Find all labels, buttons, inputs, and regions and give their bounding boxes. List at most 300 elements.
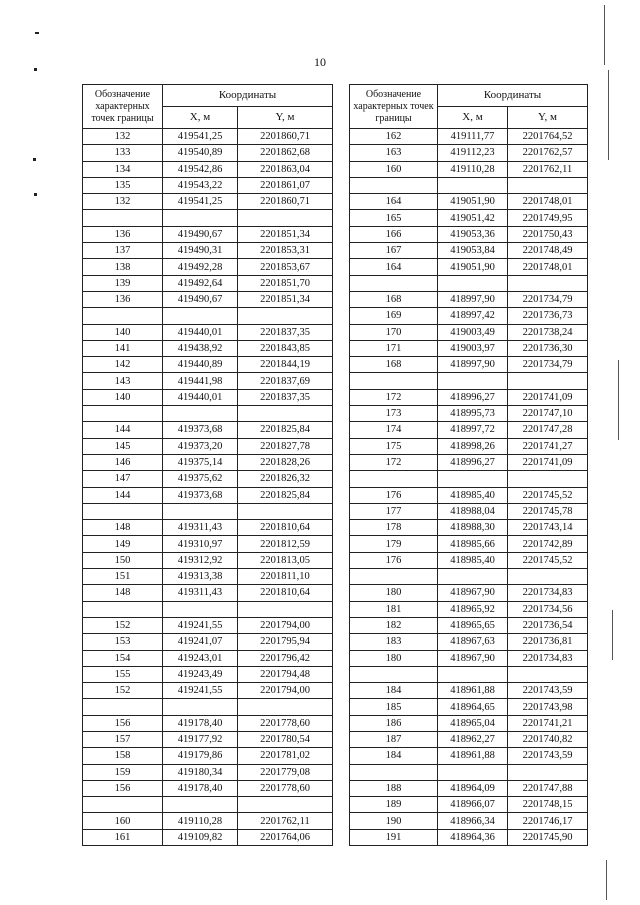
table-row — [350, 389, 588, 405]
point-id-cell: 190 — [350, 813, 438, 829]
x-cell — [438, 373, 508, 389]
point-id-cell — [350, 666, 438, 682]
point-id-cell: 171 — [350, 340, 438, 356]
point-id-cell: 187 — [350, 731, 438, 747]
table-row — [350, 813, 588, 829]
point-id-cell: 152 — [83, 617, 163, 633]
table-row — [350, 748, 588, 764]
point-id-cell: 144 — [83, 487, 163, 503]
table-row — [350, 145, 588, 161]
scan-speck — [34, 193, 37, 196]
x-cell: 419241,07 — [163, 634, 238, 650]
y-cell: 2201862,68 — [238, 145, 333, 161]
scan-speck — [35, 32, 39, 34]
x-cell: 419243,01 — [163, 650, 238, 666]
x-cell: 418965,04 — [438, 715, 508, 731]
y-cell: 2201811,10 — [238, 569, 333, 585]
y-cell: 2201860,71 — [238, 129, 333, 145]
y-cell: 2201736,73 — [508, 308, 588, 324]
point-id-cell: 182 — [350, 617, 438, 633]
y-cell — [508, 275, 588, 291]
y-cell: 2201851,34 — [238, 226, 333, 242]
y-cell: 2201863,04 — [238, 161, 333, 177]
y-cell: 2201779,08 — [238, 764, 333, 780]
table-row — [350, 797, 588, 813]
y-cell — [238, 601, 333, 617]
y-cell: 2201825,84 — [238, 422, 333, 438]
x-cell: 419490,31 — [163, 243, 238, 259]
x-cell: 418961,88 — [438, 748, 508, 764]
y-cell: 2201861,07 — [238, 177, 333, 193]
point-id-cell: 160 — [350, 161, 438, 177]
y-cell: 2201827,78 — [238, 438, 333, 454]
x-cell: 418985,40 — [438, 487, 508, 503]
x-cell: 419441,98 — [163, 373, 238, 389]
table-row — [350, 259, 588, 275]
x-cell: 418997,72 — [438, 422, 508, 438]
x-cell: 419311,43 — [163, 520, 238, 536]
x-cell: 418985,66 — [438, 536, 508, 552]
point-id-cell — [83, 797, 163, 813]
x-cell: 419375,14 — [163, 454, 238, 470]
x-cell: 419375,62 — [163, 471, 238, 487]
table-row — [350, 650, 588, 666]
table-row — [350, 454, 588, 470]
point-id-cell: 159 — [83, 764, 163, 780]
y-cell: 2201794,48 — [238, 666, 333, 682]
x-cell: 418967,90 — [438, 650, 508, 666]
y-cell: 2201749,95 — [508, 210, 588, 226]
y-cell: 2201851,70 — [238, 275, 333, 291]
point-id-cell: 164 — [350, 194, 438, 210]
point-id-cell: 156 — [83, 780, 163, 796]
x-cell: 419051,90 — [438, 259, 508, 275]
x-cell: 419051,42 — [438, 210, 508, 226]
table-row — [83, 699, 333, 715]
y-cell: 2201853,67 — [238, 259, 333, 275]
point-id-cell — [83, 406, 163, 422]
y-cell — [508, 471, 588, 487]
table-row — [350, 731, 588, 747]
point-id-cell: 175 — [350, 438, 438, 454]
point-id-cell: 169 — [350, 308, 438, 324]
x-cell: 419051,90 — [438, 194, 508, 210]
table-row — [83, 634, 333, 650]
table-row — [83, 324, 333, 340]
point-id-cell: 173 — [350, 406, 438, 422]
table-row — [83, 373, 333, 389]
scan-edge-line — [604, 5, 605, 65]
x-cell: 419311,43 — [163, 585, 238, 601]
y-cell: 2201734,79 — [508, 357, 588, 373]
scan-edge-line — [606, 860, 607, 900]
table-row — [350, 666, 588, 682]
table-row — [83, 666, 333, 682]
point-id-cell: 152 — [83, 683, 163, 699]
table-row — [83, 829, 333, 845]
x-cell: 419110,28 — [163, 813, 238, 829]
x-cell: 418997,90 — [438, 291, 508, 307]
y-cell: 2201810,64 — [238, 520, 333, 536]
y-cell: 2201764,06 — [238, 829, 333, 845]
x-cell: 419177,92 — [163, 731, 238, 747]
y-cell: 2201743,59 — [508, 683, 588, 699]
y-cell: 2201734,83 — [508, 650, 588, 666]
table-row — [83, 291, 333, 307]
point-id-cell: 174 — [350, 422, 438, 438]
table-body-left — [83, 129, 333, 846]
y-cell: 2201750,43 — [508, 226, 588, 242]
point-id-cell: 181 — [350, 601, 438, 617]
y-cell: 2201736,54 — [508, 617, 588, 633]
y-cell — [508, 666, 588, 682]
x-cell: 419490,67 — [163, 291, 238, 307]
y-cell — [508, 764, 588, 780]
point-id-cell: 172 — [350, 389, 438, 405]
x-cell: 419312,92 — [163, 552, 238, 568]
table-row — [83, 145, 333, 161]
coordinates-table-left — [82, 84, 333, 846]
x-cell: 419313,38 — [163, 569, 238, 585]
y-cell: 2201764,52 — [508, 129, 588, 145]
point-id-cell — [83, 503, 163, 519]
scan-edge-line — [618, 360, 619, 440]
table-row — [83, 161, 333, 177]
x-cell — [163, 308, 238, 324]
coordinates-header: Координаты — [438, 85, 588, 107]
table-row — [83, 275, 333, 291]
point-id-cell: 154 — [83, 650, 163, 666]
y-cell: 2201734,79 — [508, 291, 588, 307]
y-cell: 2201741,09 — [508, 389, 588, 405]
table-row — [350, 780, 588, 796]
x-cell: 418965,65 — [438, 617, 508, 633]
point-id-cell: 148 — [83, 520, 163, 536]
point-id-cell: 151 — [83, 569, 163, 585]
x-cell: 419438,92 — [163, 340, 238, 356]
y-cell: 2201780,54 — [238, 731, 333, 747]
point-id-cell: 153 — [83, 634, 163, 650]
point-id-cell: 172 — [350, 454, 438, 470]
table-row — [83, 357, 333, 373]
y-cell: 2201853,31 — [238, 243, 333, 259]
y-cell: 2201745,90 — [508, 829, 588, 845]
table-row — [83, 715, 333, 731]
y-cell: 2201748,49 — [508, 243, 588, 259]
table-row — [83, 340, 333, 356]
y-cell: 2201851,34 — [238, 291, 333, 307]
table-row — [83, 731, 333, 747]
table-row — [83, 683, 333, 699]
point-id-cell: 148 — [83, 585, 163, 601]
x-cell — [163, 406, 238, 422]
x-cell: 419178,40 — [163, 780, 238, 796]
table-row — [350, 487, 588, 503]
table-row — [83, 520, 333, 536]
point-id-cell: 134 — [83, 161, 163, 177]
point-id-cell: 136 — [83, 291, 163, 307]
point-id-cell: 178 — [350, 520, 438, 536]
y-cell: 2201795,94 — [238, 634, 333, 650]
point-id-cell: 188 — [350, 780, 438, 796]
point-id-cell: 168 — [350, 291, 438, 307]
table-row — [83, 585, 333, 601]
x-cell — [163, 797, 238, 813]
point-id-cell: 147 — [83, 471, 163, 487]
scan-speck — [33, 158, 36, 161]
point-id-cell — [350, 569, 438, 585]
scan-edge-line — [612, 610, 613, 660]
point-id-cell: 138 — [83, 259, 163, 275]
table-row — [350, 406, 588, 422]
y-cell: 2201734,56 — [508, 601, 588, 617]
x-cell: 419542,86 — [163, 161, 238, 177]
y-cell: 2201736,81 — [508, 634, 588, 650]
x-cell: 418967,90 — [438, 585, 508, 601]
point-id-cell: 162 — [350, 129, 438, 145]
point-id-cell — [83, 210, 163, 226]
point-id-cell: 176 — [350, 552, 438, 568]
x-cell: 419373,20 — [163, 438, 238, 454]
point-id-cell: 133 — [83, 145, 163, 161]
table-row — [83, 780, 333, 796]
x-cell: 418961,88 — [438, 683, 508, 699]
y-cell: 2201860,71 — [238, 194, 333, 210]
table-row — [350, 194, 588, 210]
y-header: Y, м — [508, 107, 588, 129]
table-row — [83, 617, 333, 633]
point-id-cell: 183 — [350, 634, 438, 650]
x-cell: 418996,27 — [438, 454, 508, 470]
table-row — [83, 194, 333, 210]
y-cell: 2201741,09 — [508, 454, 588, 470]
table-row — [83, 487, 333, 503]
table-row — [83, 503, 333, 519]
y-cell: 2201736,30 — [508, 340, 588, 356]
point-label-header: Обозначение характерных точек границы — [83, 85, 163, 129]
point-id-cell: 140 — [83, 324, 163, 340]
x-cell: 419243,49 — [163, 666, 238, 682]
point-id-cell: 163 — [350, 145, 438, 161]
x-cell: 419543,22 — [163, 177, 238, 193]
point-id-cell: 191 — [350, 829, 438, 845]
table-row — [350, 373, 588, 389]
point-id-cell: 149 — [83, 536, 163, 552]
table-row — [83, 308, 333, 324]
x-cell: 419053,84 — [438, 243, 508, 259]
y-cell: 2201741,27 — [508, 438, 588, 454]
table-row — [350, 357, 588, 373]
table-row — [83, 177, 333, 193]
table-row — [350, 324, 588, 340]
coordinates-table-right — [349, 84, 588, 846]
table-row — [350, 340, 588, 356]
x-cell: 419440,01 — [163, 324, 238, 340]
y-cell: 2201748,15 — [508, 797, 588, 813]
point-id-cell: 161 — [83, 829, 163, 845]
table-row — [83, 259, 333, 275]
y-cell: 2201794,00 — [238, 617, 333, 633]
point-id-cell: 184 — [350, 748, 438, 764]
y-cell — [238, 210, 333, 226]
point-id-cell: 189 — [350, 797, 438, 813]
table-row — [83, 129, 333, 145]
point-id-cell: 145 — [83, 438, 163, 454]
y-cell: 2201796,42 — [238, 650, 333, 666]
table-row — [83, 797, 333, 813]
table-row — [83, 650, 333, 666]
x-cell: 419241,55 — [163, 617, 238, 633]
y-cell: 2201828,26 — [238, 454, 333, 470]
point-id-cell: 139 — [83, 275, 163, 291]
x-cell: 418967,63 — [438, 634, 508, 650]
point-id-cell: 164 — [350, 259, 438, 275]
table-row — [83, 243, 333, 259]
y-cell: 2201747,88 — [508, 780, 588, 796]
point-id-cell: 185 — [350, 699, 438, 715]
x-cell: 419003,97 — [438, 340, 508, 356]
table-row — [83, 454, 333, 470]
point-id-cell: 132 — [83, 194, 163, 210]
y-cell — [238, 406, 333, 422]
table-row — [350, 829, 588, 845]
table-row — [83, 601, 333, 617]
table-row — [83, 569, 333, 585]
table-row — [350, 291, 588, 307]
y-cell: 2201781,02 — [238, 748, 333, 764]
table-row — [83, 406, 333, 422]
table-row — [83, 422, 333, 438]
x-cell: 418964,36 — [438, 829, 508, 845]
y-cell: 2201738,24 — [508, 324, 588, 340]
x-cell: 419492,64 — [163, 275, 238, 291]
table-row — [83, 748, 333, 764]
table-row — [350, 585, 588, 601]
x-cell: 419440,89 — [163, 357, 238, 373]
x-cell: 419373,68 — [163, 422, 238, 438]
x-cell: 419540,89 — [163, 145, 238, 161]
y-cell: 2201778,60 — [238, 715, 333, 731]
point-id-cell: 168 — [350, 357, 438, 373]
y-cell: 2201844,19 — [238, 357, 333, 373]
table-row — [350, 471, 588, 487]
point-id-cell: 166 — [350, 226, 438, 242]
page-number: 10 — [314, 55, 326, 69]
point-id-cell: 176 — [350, 487, 438, 503]
point-id-cell: 142 — [83, 357, 163, 373]
y-cell: 2201812,59 — [238, 536, 333, 552]
table-row — [350, 699, 588, 715]
x-cell: 418995,73 — [438, 406, 508, 422]
x-cell: 418965,92 — [438, 601, 508, 617]
table-row — [350, 569, 588, 585]
x-cell: 419180,34 — [163, 764, 238, 780]
x-cell: 419492,28 — [163, 259, 238, 275]
x-cell: 419241,55 — [163, 683, 238, 699]
point-id-cell — [350, 373, 438, 389]
y-cell: 2201837,35 — [238, 324, 333, 340]
x-cell — [438, 275, 508, 291]
x-cell: 419179,86 — [163, 748, 238, 764]
y-cell: 2201794,00 — [238, 683, 333, 699]
y-cell: 2201743,98 — [508, 699, 588, 715]
y-cell: 2201813,05 — [238, 552, 333, 568]
point-id-cell: 167 — [350, 243, 438, 259]
y-cell: 2201740,82 — [508, 731, 588, 747]
point-id-cell — [350, 177, 438, 193]
x-cell: 418997,42 — [438, 308, 508, 324]
x-cell: 418964,65 — [438, 699, 508, 715]
y-cell — [238, 699, 333, 715]
x-cell: 419541,25 — [163, 194, 238, 210]
point-id-cell: 165 — [350, 210, 438, 226]
point-id-cell: 143 — [83, 373, 163, 389]
table-body-right — [350, 129, 588, 846]
table-row — [83, 438, 333, 454]
y-cell — [508, 569, 588, 585]
y-cell: 2201778,60 — [238, 780, 333, 796]
table-row — [83, 813, 333, 829]
point-id-cell: 136 — [83, 226, 163, 242]
point-id-cell: 158 — [83, 748, 163, 764]
table-row — [350, 422, 588, 438]
x-cell — [163, 601, 238, 617]
table-row — [350, 210, 588, 226]
point-id-cell — [350, 471, 438, 487]
x-cell: 418988,04 — [438, 503, 508, 519]
y-cell — [508, 177, 588, 193]
table-row — [350, 552, 588, 568]
point-id-cell: 155 — [83, 666, 163, 682]
point-id-cell: 180 — [350, 585, 438, 601]
table-row — [350, 161, 588, 177]
y-cell: 2201734,83 — [508, 585, 588, 601]
table-row — [83, 536, 333, 552]
point-id-cell: 141 — [83, 340, 163, 356]
table-row — [350, 715, 588, 731]
x-cell — [438, 666, 508, 682]
table-row — [83, 764, 333, 780]
x-cell — [438, 764, 508, 780]
point-id-cell: 156 — [83, 715, 163, 731]
y-cell: 2201743,59 — [508, 748, 588, 764]
point-id-cell — [83, 308, 163, 324]
y-cell: 2201843,85 — [238, 340, 333, 356]
table-row — [350, 601, 588, 617]
y-cell: 2201762,11 — [238, 813, 333, 829]
y-cell: 2201746,17 — [508, 813, 588, 829]
point-id-cell: 179 — [350, 536, 438, 552]
point-id-cell — [350, 764, 438, 780]
y-cell: 2201762,57 — [508, 145, 588, 161]
x-cell — [163, 503, 238, 519]
x-cell — [163, 699, 238, 715]
point-id-cell: 146 — [83, 454, 163, 470]
y-cell — [238, 503, 333, 519]
point-id-cell: 144 — [83, 422, 163, 438]
y-cell: 2201743,14 — [508, 520, 588, 536]
x-cell — [438, 471, 508, 487]
x-cell: 418966,07 — [438, 797, 508, 813]
point-id-cell: 160 — [83, 813, 163, 829]
y-cell: 2201747,28 — [508, 422, 588, 438]
y-cell — [238, 797, 333, 813]
x-header: X, м — [438, 107, 508, 129]
x-cell: 418962,27 — [438, 731, 508, 747]
y-cell — [508, 373, 588, 389]
table-row — [350, 520, 588, 536]
coordinates-header: Координаты — [163, 85, 333, 107]
